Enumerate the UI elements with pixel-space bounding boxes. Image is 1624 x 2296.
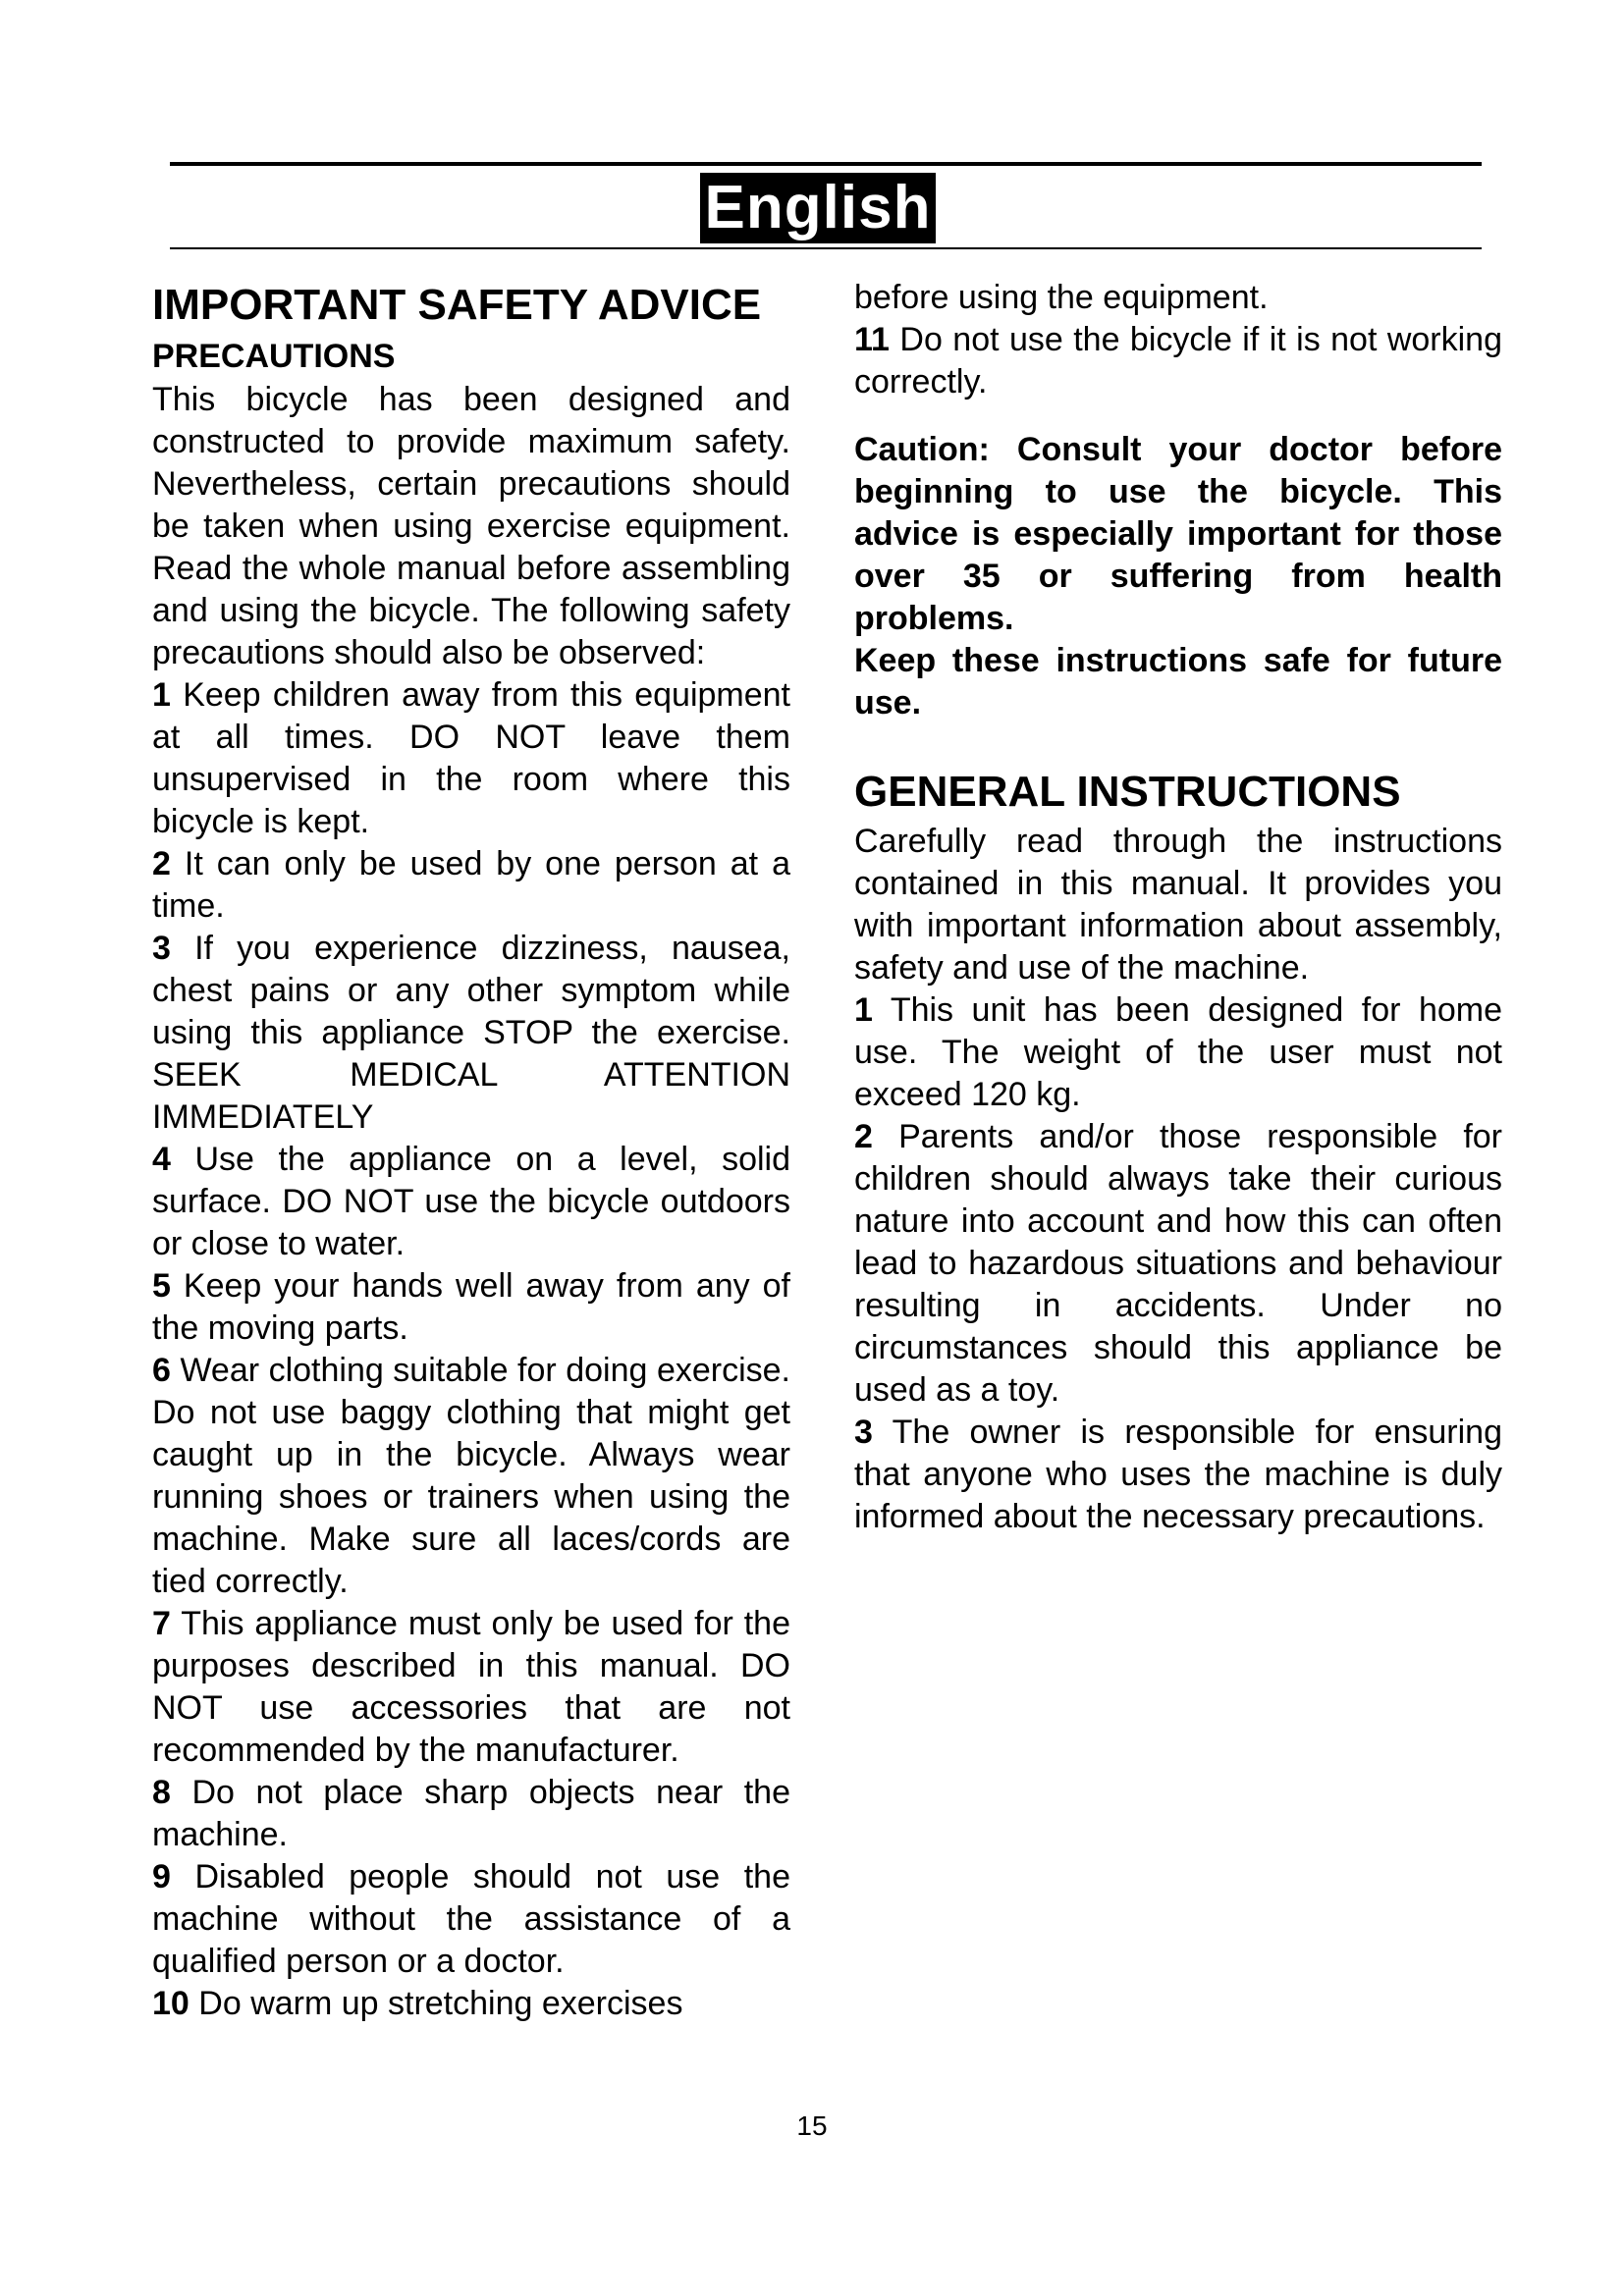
item-text: Wear clothing suitable for doing exercise. Do not use baggy clothing that might get caught up in the bicycle. Always wear running shoes or trainers when using the machine. Make sure all laces/cords are tied correctly. [152,1352,790,1600]
item-number: 8 [152,1774,171,1811]
item-text: Keep children away from this equipment at all times. DO NOT leave them unsupervised in the room where this bicycle is kept. [152,676,790,840]
item-text: Keep your hands well away from any of the moving parts. [152,1267,790,1347]
item-text: This unit has been designed for home use. The weight of the user must not exceed 120 kg. [854,991,1502,1113]
item-number: 3 [152,930,171,967]
precaution-item [152,1265,790,1350]
page-number: 15 [796,2110,828,2141]
item-text: This appliance must only be used for the purposes described in this manual. DO NOT use accessories that are not recommended by the manufacturer. [152,1605,790,1769]
precaution-item [152,1603,790,1772]
left-column [152,277,790,2025]
keep-instructions-note: Keep these instructions safe for future use. [854,642,1502,721]
precaution-item [152,1856,790,1983]
item-text: Parents and/or those responsible for children should always take their curious nature into account and how this can often lead to hazardous situations and behaviour resulting in accidents. Under no circumstances should this appliance be used as a toy. [854,1118,1502,1409]
precautions-intro: This bicycle has been designed and constructed to provide maximum safety. Nevertheless, certain precautions should be taken when using exercise equipment. Read the whole manual before assembling and using the bicycle. The following safety precautions should also be observed: [152,381,790,671]
item-text: Use the appliance on a level, solid surface. DO NOT use the bicycle outdoors or close to water. [152,1141,790,1262]
item-number: 1 [152,676,171,714]
right-column [854,277,1502,1538]
continuation-text: before using the equipment. [854,279,1269,316]
item-number: 11 [854,321,890,358]
general-item [854,989,1502,1116]
item-number: 1 [854,991,873,1029]
item-number: 9 [152,1858,171,1896]
language-badge: English [700,173,936,243]
precaution-item [152,1983,790,2025]
precaution-item [854,319,1502,403]
item-number: 5 [152,1267,171,1305]
item-number: 7 [152,1605,171,1642]
item-number: 2 [152,845,171,882]
item-number: 3 [854,1414,873,1451]
precaution-item [152,928,790,1139]
precaution-item [152,1139,790,1265]
item-number: 6 [152,1352,171,1389]
caution-note: Caution: Consult your doctor before beginning to use the bicycle. This advice is especially important for those over 35 or suffering from health problems. [854,431,1502,637]
general-item [854,1116,1502,1412]
precaution-item [152,843,790,928]
item-text: If you experience dizziness, nausea, chest pains or any other symptom while using this appliance STOP the exercise. SEEK MEDICAL ATTENTION IMMEDIATELY [152,930,790,1136]
general-intro: Carefully read through the instructions contained in this manual. It provides you with important information about assembly, safety and use of the machine. [854,823,1502,987]
general-instructions-title: GENERAL INSTRUCTIONS [854,768,1401,816]
general-item [854,1412,1502,1538]
header-rule-top [170,162,1482,166]
item-text: Do not place sharp objects near the machine. [152,1774,791,1853]
precaution-item [152,674,790,843]
precaution-item [152,1772,790,1856]
item-text: The owner is responsible for ensuring that anyone who uses the machine is duly informed about the necessary precautions. [854,1414,1502,1535]
safety-advice-title: IMPORTANT SAFETY ADVICE [152,281,762,329]
precaution-item [152,1350,790,1603]
item-text: Disabled people should not use the machine without the assistance of a qualified person or a doctor. [152,1858,790,1980]
item-number: 10 [152,1985,189,2022]
item-text: Do warm up stretching exercises [198,1985,683,2022]
precautions-subtitle: PRECAUTIONS [152,338,396,375]
item-text: Do not use the bicycle if it is not working correctly. [854,321,1502,400]
header-rule-bottom [170,247,1482,249]
item-text: It can only be used by one person at a time. [152,845,790,925]
item-number: 4 [152,1141,171,1178]
item-number: 2 [854,1118,873,1155]
